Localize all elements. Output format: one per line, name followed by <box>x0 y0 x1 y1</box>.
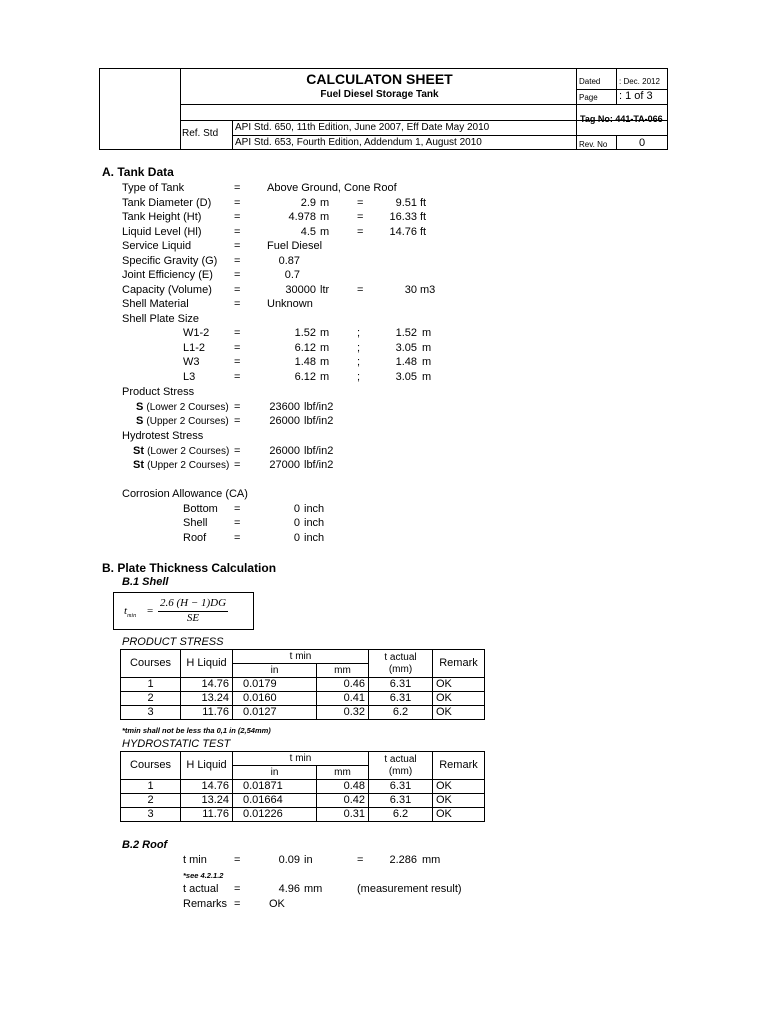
row-unit: m <box>320 226 330 238</box>
row-unit: m <box>320 197 330 209</box>
col-header-remark: Remark <box>433 650 485 678</box>
row-value-converted: 16.33 <box>389 211 417 223</box>
rev-label: Rev. No <box>579 140 608 149</box>
equals: = <box>234 415 241 427</box>
row-value-converted: 30 <box>404 284 417 296</box>
equals: = <box>234 182 241 194</box>
roof-tmin-unit: in <box>304 854 313 866</box>
hydrostatic-test-table <box>120 751 485 822</box>
stress-symbol: S <box>136 415 144 427</box>
equals: = <box>234 532 241 544</box>
stress-unit: lbf/in2 <box>304 445 334 457</box>
table-row: 3 11.76 0.0127 0.32 6.2 OK <box>121 706 485 720</box>
row-value: Above Ground, Cone Roof <box>267 182 397 194</box>
col-header-t-min: t min <box>233 752 369 766</box>
stress-unit: lbf/in2 <box>304 415 334 427</box>
row-label: Specific Gravity (G) <box>122 255 218 267</box>
product-stress-label: Product Stress <box>122 386 195 398</box>
stress-value: 26000 <box>269 445 300 457</box>
shell-thickness-formula <box>113 592 254 630</box>
plate-unit: m <box>320 371 330 383</box>
col-header-mm: mm <box>317 766 369 780</box>
separator: ; <box>357 342 361 354</box>
stress-symbol: St <box>133 445 144 457</box>
row-value: Fuel Diesel <box>267 240 323 252</box>
col-header-mm: mm <box>317 664 369 678</box>
divider <box>180 69 181 149</box>
stress-value: 23600 <box>269 401 300 413</box>
plate-label: W1-2 <box>183 327 210 339</box>
equals: = <box>234 517 241 529</box>
divider <box>180 104 576 105</box>
col-header-courses: Courses <box>121 650 181 678</box>
plate-value: 6.12 <box>294 342 316 354</box>
row-label: Shell Plate Size <box>122 313 200 325</box>
equals: = <box>357 211 364 223</box>
tag-number: Tag No: 441-TA-066 <box>580 114 663 124</box>
corrosion-item-label: Bottom <box>183 503 218 515</box>
row-unit-converted: m3 <box>420 284 436 296</box>
separator: ; <box>357 371 361 383</box>
row-unit-converted: ft <box>420 211 427 223</box>
table-row: 2 13.24 0.01664 0.42 6.31 OK <box>121 794 485 808</box>
row-value: 4.978 <box>288 211 316 223</box>
row-label: Type of Tank <box>122 182 185 194</box>
col-header-t-actual: t actual (mm) <box>369 650 433 678</box>
dated-label: Dated <box>579 77 601 86</box>
row-unit: m <box>320 211 330 223</box>
row-value: 30000 <box>285 284 316 296</box>
roof-tmin-label: t min <box>183 854 207 866</box>
roof-tmin-unit-mm: mm <box>422 854 441 866</box>
equals: = <box>234 356 241 368</box>
stress-label: (Upper 2 Courses) <box>147 460 230 471</box>
equals: = <box>234 226 241 238</box>
ref-std-1: API Std. 650, 11th Edition, June 2007, Eff Date May 2010 <box>235 122 490 133</box>
col-header-t-min: t min <box>233 650 369 664</box>
product-stress-table <box>120 649 485 720</box>
stress-label: (Lower 2 Courses) <box>147 446 230 457</box>
separator: ; <box>357 327 361 339</box>
product-stress-title: PRODUCT STRESS <box>122 636 224 648</box>
corrosion-item-label: Shell <box>183 517 208 529</box>
roof-tmin-value-mm: 2.286 <box>389 854 417 866</box>
roof-tactual-value: 4.96 <box>278 883 300 895</box>
equals: = <box>357 197 364 209</box>
roof-note: *see 4.2.1.2 <box>183 871 224 880</box>
equals: = <box>234 269 241 281</box>
ref-std-label: Ref. Std <box>182 128 219 139</box>
stress-row <box>136 400 229 415</box>
sheet-subtitle: Fuel Diesel Storage Tank <box>320 89 439 100</box>
hydrotest-stress-label: Hydrotest Stress <box>122 430 204 442</box>
table-row: 2 13.24 0.0160 0.41 6.31 OK <box>121 692 485 706</box>
product-stress-note: *tmin shall not be less tha 0,1 in (2,54mm) <box>122 726 271 735</box>
equals: = <box>234 211 241 223</box>
corrosion-value: 0 <box>293 503 300 515</box>
roof-remarks-value: OK <box>269 898 285 910</box>
table-row: 3 11.76 0.01226 0.31 6.2 OK <box>121 808 485 822</box>
equals: = <box>357 284 364 296</box>
roof-tactual-unit: mm <box>304 883 323 895</box>
stress-symbol: St <box>133 459 144 471</box>
subsection-heading-roof: B.2 Roof <box>122 839 168 851</box>
section-heading-plate-thickness: B. Plate Thickness Calculation <box>102 561 277 575</box>
ref-std-2: API Std. 653, Fourth Edition, Addendum 1, August 2010 <box>235 137 482 148</box>
header-box <box>99 68 668 150</box>
stress-unit: lbf/in2 <box>304 401 334 413</box>
corrosion-unit: inch <box>304 532 325 544</box>
plate-value-2: 1.48 <box>395 356 417 368</box>
row-value-converted: 9.51 <box>395 197 417 209</box>
row-value: 0.7 <box>284 269 300 281</box>
row-unit: ltr <box>320 284 330 296</box>
plate-unit-2: m <box>422 327 432 339</box>
equals: = <box>234 898 241 910</box>
formula-equals: = <box>147 605 154 617</box>
row-value: 0.87 <box>278 255 300 267</box>
equals: = <box>357 854 364 866</box>
corrosion-value: 0 <box>293 532 300 544</box>
plate-unit: m <box>320 356 330 368</box>
row-label: Liquid Level (Hl) <box>122 226 202 238</box>
stress-row <box>133 458 229 473</box>
equals: = <box>234 401 241 413</box>
table-row: 1 14.76 0.01871 0.48 6.31 OK <box>121 780 485 794</box>
plate-label: W3 <box>183 356 200 368</box>
stress-value: 26000 <box>269 415 300 427</box>
row-label: Tank Diameter (D) <box>122 197 212 209</box>
col-header-in: in <box>233 664 317 678</box>
plate-value: 6.12 <box>294 371 316 383</box>
plate-unit: m <box>320 327 330 339</box>
row-unit-converted: ft <box>420 226 427 238</box>
stress-value: 27000 <box>269 459 300 471</box>
plate-value: 1.48 <box>294 356 316 368</box>
row-label: Joint Efficiency (E) <box>122 269 213 281</box>
equals: = <box>234 342 241 354</box>
plate-value: 1.52 <box>294 327 316 339</box>
stress-row <box>136 414 229 429</box>
equals: = <box>234 298 241 310</box>
row-label: Tank Height (Ht) <box>122 211 202 223</box>
col-header-courses: Courses <box>121 752 181 780</box>
table-row: 1 14.76 0.0179 0.46 6.31 OK <box>121 678 485 692</box>
formula-denominator: SE <box>186 612 200 624</box>
roof-tactual-note: (measurement result) <box>357 883 462 895</box>
row-unit-converted: ft <box>420 197 427 209</box>
plate-label: L3 <box>183 371 196 383</box>
col-header-t-actual: t actual (mm) <box>369 752 433 780</box>
plate-unit-2: m <box>422 342 432 354</box>
equals: = <box>234 459 241 471</box>
row-label: Capacity (Volume) <box>122 284 212 296</box>
rev-value: 0 <box>638 137 646 149</box>
roof-tmin-value: 0.09 <box>278 854 300 866</box>
col-header-remark: Remark <box>433 752 485 780</box>
stress-symbol: S <box>136 401 144 413</box>
hydrostatic-test-title: HYDROSTATIC TEST <box>122 738 231 750</box>
corrosion-value: 0 <box>293 517 300 529</box>
plate-unit-2: m <box>422 356 432 368</box>
sheet-title: CALCULATON SHEET <box>306 71 453 87</box>
row-label: Service Liquid <box>122 240 192 252</box>
equals: = <box>234 883 241 895</box>
separator: ; <box>357 356 361 368</box>
divider <box>616 69 617 104</box>
plate-label: L1-2 <box>183 342 206 354</box>
row-value: 4.5 <box>300 226 316 238</box>
stress-label: (Lower 2 Courses) <box>146 402 229 413</box>
plate-unit-2: m <box>422 371 432 383</box>
corrosion-unit: inch <box>304 517 325 529</box>
equals: = <box>234 240 241 252</box>
equals: = <box>234 854 241 866</box>
equals: = <box>234 327 241 339</box>
row-label: Shell Material <box>122 298 189 310</box>
formula-numerator: 2.6 (H − 1)DG <box>158 597 228 612</box>
subsection-heading-shell: B.1 Shell <box>122 576 169 588</box>
equals: = <box>234 255 241 267</box>
corrosion-item-label: Roof <box>183 532 207 544</box>
equals: = <box>357 226 364 238</box>
col-header-h-liquid: H Liquid <box>181 650 233 678</box>
plate-value-2: 1.52 <box>395 327 417 339</box>
roof-remarks-label: Remarks <box>183 898 228 910</box>
equals: = <box>234 284 241 296</box>
equals: = <box>234 197 241 209</box>
formula-lhs: $t_{min}$ <box>124 605 137 620</box>
page-label: Page <box>579 93 598 102</box>
dated-value: : Dec. 2012 <box>619 77 660 86</box>
page-value: : 1 of 3 <box>619 90 653 102</box>
plate-unit: m <box>320 342 330 354</box>
stress-row <box>133 444 229 459</box>
plate-value-2: 3.05 <box>395 342 417 354</box>
row-value: 2.9 <box>300 197 316 209</box>
plate-value-2: 3.05 <box>395 371 417 383</box>
corrosion-label: Corrosion Allowance (CA) <box>122 488 248 500</box>
equals: = <box>234 371 241 383</box>
corrosion-unit: inch <box>304 503 325 515</box>
section-heading-tank-data: A. Tank Data <box>102 165 174 179</box>
stress-label: (Upper 2 Courses) <box>146 416 229 427</box>
row-value: Unknown <box>267 298 313 310</box>
col-header-in: in <box>233 766 317 780</box>
roof-tactual-label: t actual <box>183 883 219 895</box>
formula-fraction <box>158 597 228 625</box>
equals: = <box>234 503 241 515</box>
equals: = <box>234 445 241 457</box>
row-value-converted: 14.76 <box>389 226 417 238</box>
col-header-h-liquid: H Liquid <box>181 752 233 780</box>
stress-unit: lbf/in2 <box>304 459 334 471</box>
